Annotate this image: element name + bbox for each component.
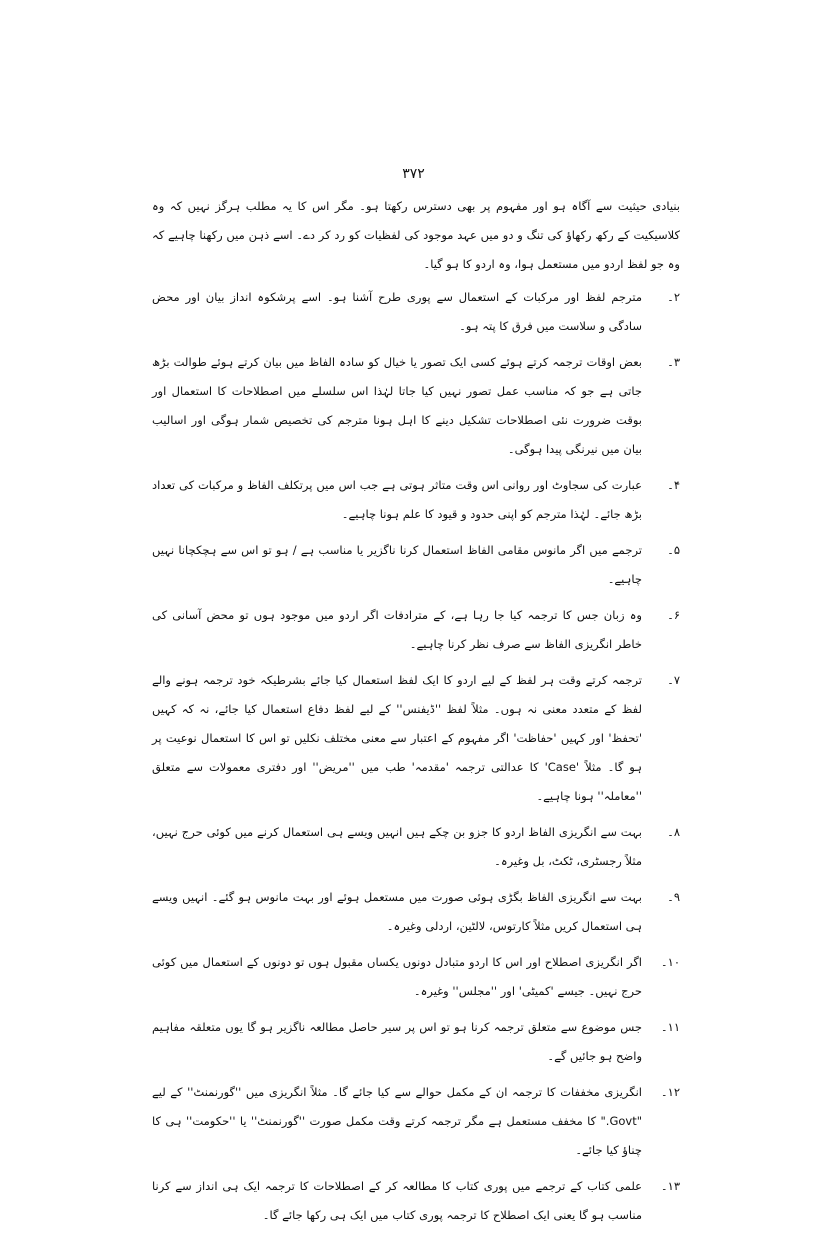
- list-item-text: انگریزی مخففات کا ترجمہ ان کے مکمل حوالے سے کیا جائے گا۔ مثلاً انگریزی میں ''گورنمنٹ'' کے لیے "Govt." کا مخفف مستعمل ہے مگر ترجمہ کرتے وقت مکمل صورت ''گورنمنٹ'' یا ''حکومت'' ہی کا چناؤ کیا جائے۔: [152, 1085, 642, 1157]
- list-item: [152, 883, 680, 941]
- body-text: [152, 192, 680, 1237]
- list-item-number: ۳۔: [667, 355, 680, 369]
- list-item-text: بہت سے انگریزی الفاظ بگڑی ہوئی صورت میں مستعمل ہوئے اور بہت مانوس ہو گئے۔ انہیں ویسے ہی استعمال کریں مثلاً کارتوس، لالٹین، اردلی وغیرہ۔: [152, 890, 642, 933]
- list-item-text: مترجم لفظ اور مرکبات کے استعمال سے پوری طرح آشنا ہو۔ اسے پرشکوہ انداز بیان اور محض سادگی و سلاست میں فرق کا پتہ ہو۔: [152, 290, 642, 333]
- list-item-number: ۴۔: [667, 478, 680, 492]
- intro-paragraph: بنیادی حیثیت سے آگاہ ہو اور مفہوم پر بھی دسترس رکھتا ہو۔ مگر اس کا یہ مطلب ہرگز نہیں کہ وہ کلاسیکیت کے رکھ رکھاؤ کی تنگ و دو میں عہد موجود کی لفظیات کو رد کر دے۔ اسے ذہن میں رکھنا چاہیے کہ وہ جو لفظ اردو میں مستعمل ہوا، وہ اردو کا ہو گیا۔: [152, 199, 680, 271]
- list-item-text: بہت سے انگریزی الفاظ اردو کا جزو بن چکے ہیں انہیں ویسے ہی استعمال کرنے میں کوئی حرج نہیں، مثلاً رجسٹری، ٹکٹ، بل وغیرہ۔: [152, 825, 642, 868]
- list-item: [152, 348, 680, 464]
- list-item: [152, 818, 680, 876]
- list-item-text: علمی کتاب کے ترجمے میں پوری کتاب کا مطالعہ کر کے اصطلاحات کا ترجمہ ایک ہی انداز سے کرنا مناسب ہو گا یعنی ایک اصطلاح کا ترجمہ پوری کتاب میں ایک ہی رکھا جائے گا۔: [152, 1179, 642, 1222]
- list-item: [152, 601, 680, 659]
- list-item-number: ۲۔: [667, 290, 680, 304]
- list-item-number: ۸۔: [667, 825, 680, 839]
- list-item: [152, 666, 680, 811]
- list-item: [152, 1078, 680, 1165]
- list-item: [152, 1013, 680, 1071]
- list-item: [152, 948, 680, 1006]
- page-number: ۳۷۲: [402, 166, 425, 182]
- list-item: [152, 536, 680, 594]
- list-item-number: ۶۔: [667, 608, 680, 622]
- list-item-text: ترجمہ کرتے وقت ہر لفظ کے لیے اردو کا ایک لفظ استعمال کیا جائے بشرطیکہ خود ترجمہ ہونے والے لفظ کے متعدد معنی نہ ہوں۔ مثلاً لفظ ''ڈیفنس'' کے لیے لفظ دفاع استعمال کیا جائے، نہ کہ کہیں 'تحفظ' اور کہیں 'حفاظت' اگر مفہوم کے اعتبار سے معنی مختلف نکلیں تو اس کا استعمال نوعیت پر ہو گا۔ مثلاً 'Case' کا عدالتی ترجمہ 'مقدمہ' طب میں ''مریض'' اور دفتری معمولات سے متعلق ''معاملہ'' ہونا چاہیے۔: [152, 673, 642, 803]
- list-item-number: ۱۳۔: [660, 1179, 680, 1193]
- list-item: [152, 1172, 680, 1230]
- list-item-number: ۱۱۔: [660, 1020, 680, 1034]
- list-item-text: ترجمے میں اگر مانوس مقامی الفاظ استعمال کرنا ناگزیر یا مناسب ہے / ہو تو اس سے ہچکچانا نہیں چاہیے۔: [152, 543, 642, 586]
- list-item-number: ۱۰۔: [660, 955, 680, 969]
- list-item: [152, 283, 680, 341]
- list-item-number: ۷۔: [667, 673, 680, 687]
- list-item-text: جس موضوع سے متعلق ترجمہ کرنا ہو تو اس پر سیر حاصل مطالعہ ناگزیر ہو گا یوں متعلقہ مفاہیم واضح ہو جائیں گے۔: [152, 1020, 642, 1063]
- list-item-number: ۹۔: [667, 890, 680, 904]
- list-item-text: وہ زبان جس کا ترجمہ کیا جا رہا ہے، کے مترادفات اگر اردو میں موجود ہوں تو محض آسانی کی خاطر انگریزی الفاظ سے صرف نظر کرنا چاہیے۔: [152, 608, 642, 651]
- list-item-text: اگر انگریزی اصطلاح اور اس کا اردو متبادل دونوں یکساں مقبول ہوں تو دونوں کے استعمال میں کوئی حرج نہیں۔ جیسے 'کمیٹی' اور ''مجلس'' وغیرہ۔: [152, 955, 642, 998]
- list-item-number: ۵۔: [667, 543, 680, 557]
- list-item: [152, 471, 680, 529]
- list-item-text: بعض اوقات ترجمہ کرتے ہوئے کسی ایک تصور یا خیال کو سادہ الفاظ میں بیان کرتے ہوئے طوالت بڑھ جاتی ہے جو کہ مناسب عمل تصور نہیں کیا جاتا لہٰذا اس سلسلے میں اصطلاحات کا استعمال اور بوقت ضرورت نئی اصطلاحات تشکیل دینے کا اہل ہونا مترجم کی تخصیص شمار ہوگی اور اسالیب بیان میں نیرنگی پیدا ہوگی۔: [152, 355, 642, 456]
- list-item-number: ۱۲۔: [660, 1085, 680, 1099]
- list-item-text: عبارت کی سجاوٹ اور روانی اس وقت متاثر ہوتی ہے جب اس میں پرتکلف الفاظ و مرکبات کی تعداد بڑھ جائے۔ لہٰذا مترجم کو اپنی حدود و قیود کا علم ہونا چاہیے۔: [152, 478, 642, 521]
